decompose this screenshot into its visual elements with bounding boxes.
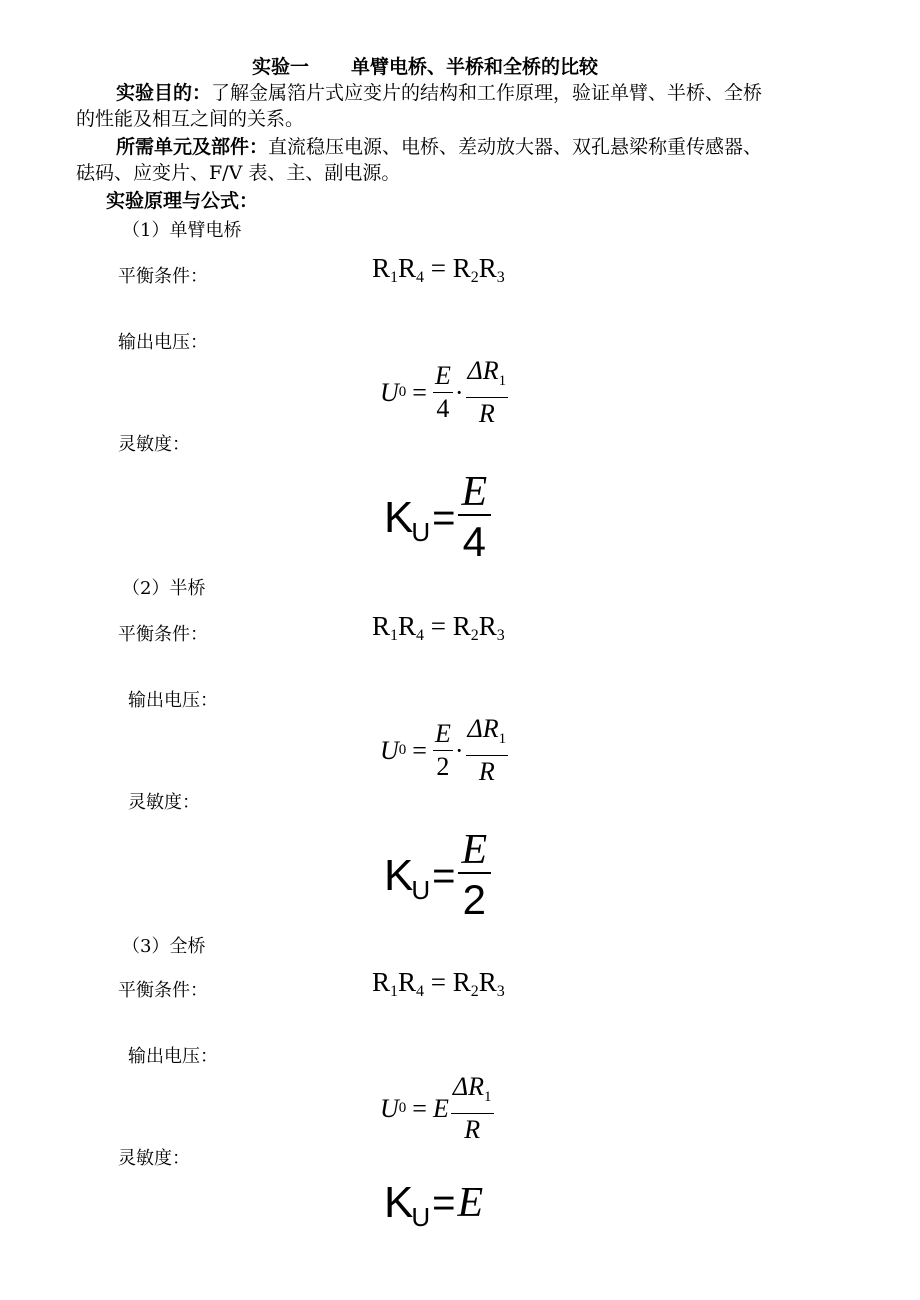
balance-equation: $R_1R_4 = R_2R_3$ bbox=[372, 967, 505, 1000]
section2-heading: （2）半桥 bbox=[122, 578, 206, 599]
page-title bbox=[252, 52, 598, 79]
purpose-line1 bbox=[116, 80, 762, 106]
purpose-label: 实验目的： bbox=[116, 82, 212, 104]
balance-label: 平衡条件： bbox=[118, 980, 208, 1001]
output-equation: U 0 = E $\frac{\Delta R_1}{R}$ bbox=[380, 1072, 492, 1144]
output-label: 输出电压： bbox=[128, 1046, 218, 1067]
balance-label: 平衡条件： bbox=[118, 624, 208, 645]
balance-equation: $R_1R_4 = R_2R_3$ bbox=[372, 611, 505, 644]
units-line2: 砝码、应变片、F/V 表、主、副电源。 bbox=[76, 162, 401, 184]
sensitivity-equation: K U = E bbox=[384, 1178, 484, 1232]
title-name: 单臂电桥、半桥和全桥的比较 bbox=[351, 56, 599, 78]
sensitivity-label: 灵敏度： bbox=[128, 792, 200, 813]
section1-heading: （1）单臂电桥 bbox=[122, 220, 242, 241]
output-equation: U 0 = $\frac{E}{2}$ · $\frac{\Delta R_1}{R}$ bbox=[380, 714, 507, 786]
output-label: 输出电压： bbox=[118, 332, 208, 353]
units-line1 bbox=[116, 134, 762, 160]
sensitivity-label: 灵敏度： bbox=[118, 1148, 190, 1169]
purpose-text: 了解金属箔片式应变片的结构和工作原理，验证单臂、半桥、全桥 bbox=[211, 82, 763, 104]
principle-label: 实验原理与公式： bbox=[106, 190, 259, 212]
output-label: 输出电压： bbox=[128, 690, 218, 711]
purpose-line2: 的性能及相互之间的关系。 bbox=[76, 108, 305, 130]
sensitivity-label: 灵敏度： bbox=[118, 434, 190, 455]
sensitivity-equation: K U = $\frac{E}{2}$ bbox=[384, 828, 491, 924]
section3-heading: （3）全桥 bbox=[122, 936, 206, 957]
sensitivity-equation: K U = $\frac{E}{4}$ bbox=[384, 470, 491, 566]
balance-label: 平衡条件： bbox=[118, 266, 208, 287]
balance-equation: $R_1R_4 = R_2R_3$ bbox=[372, 253, 505, 286]
units-text: 直流稳压电源、电桥、差动放大器、双孔悬梁称重传感器、 bbox=[268, 136, 763, 158]
output-equation: U 0 = $\frac{E}{4}$ · $\frac{\Delta R_1}{R}$ bbox=[380, 356, 507, 428]
title-exp: 实验一 bbox=[252, 56, 310, 78]
units-label: 所需单元及部件： bbox=[116, 136, 269, 158]
